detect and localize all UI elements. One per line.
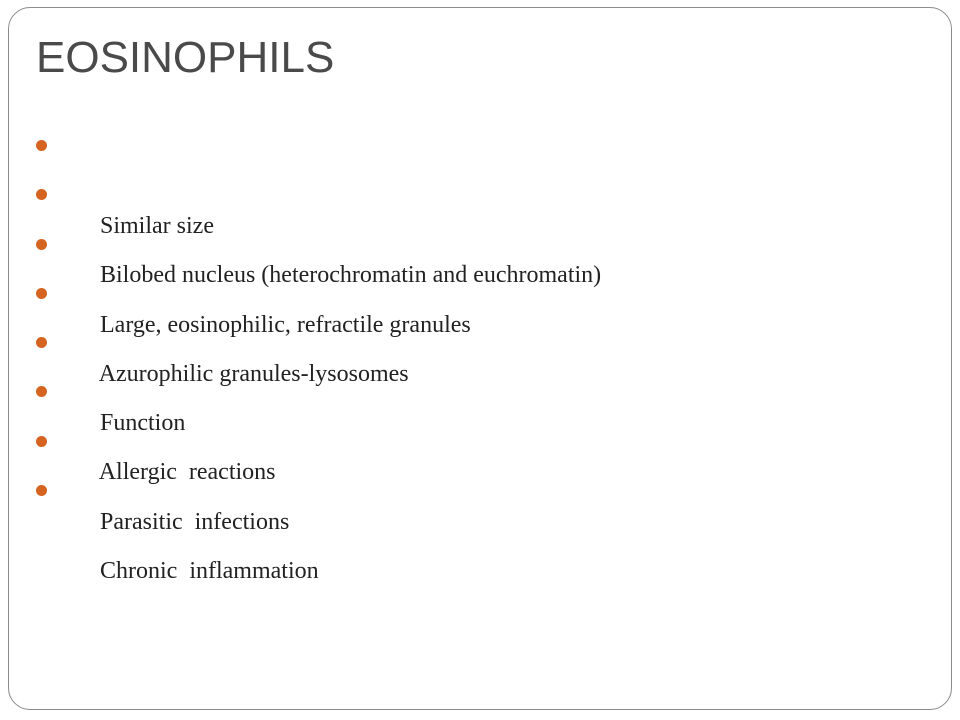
bullet-text: Similar size	[100, 213, 214, 239]
bullet-text: Azurophilic granules-lysosomes	[98, 360, 409, 387]
bullet-dot-icon	[36, 140, 47, 151]
bullet-text: Allergic reactions	[98, 459, 276, 486]
bullet-text: Large, eosinophilic, refractile granules	[100, 311, 471, 338]
bullet-text: Bilobed nucleus (heterochromatin and euchromatin)	[100, 262, 602, 289]
bullet-text: Chronic inflammation	[100, 558, 319, 585]
slide-title: EOSINOPHILS	[36, 33, 335, 82]
bullet-dot-icon	[36, 189, 47, 200]
bullet-text: Parasitic infections	[100, 508, 290, 535]
bullet-dot-icon	[36, 337, 47, 348]
bullet-list	[36, 126, 602, 585]
bullet-dot-icon	[36, 386, 47, 397]
bullet-dot-icon	[36, 485, 47, 496]
bullet-dot-icon	[36, 239, 47, 250]
bullet-text: Function	[100, 410, 186, 437]
bullet-item	[36, 126, 601, 239]
bullet-dot-icon	[36, 436, 47, 447]
bullet-dot-icon	[36, 288, 47, 299]
